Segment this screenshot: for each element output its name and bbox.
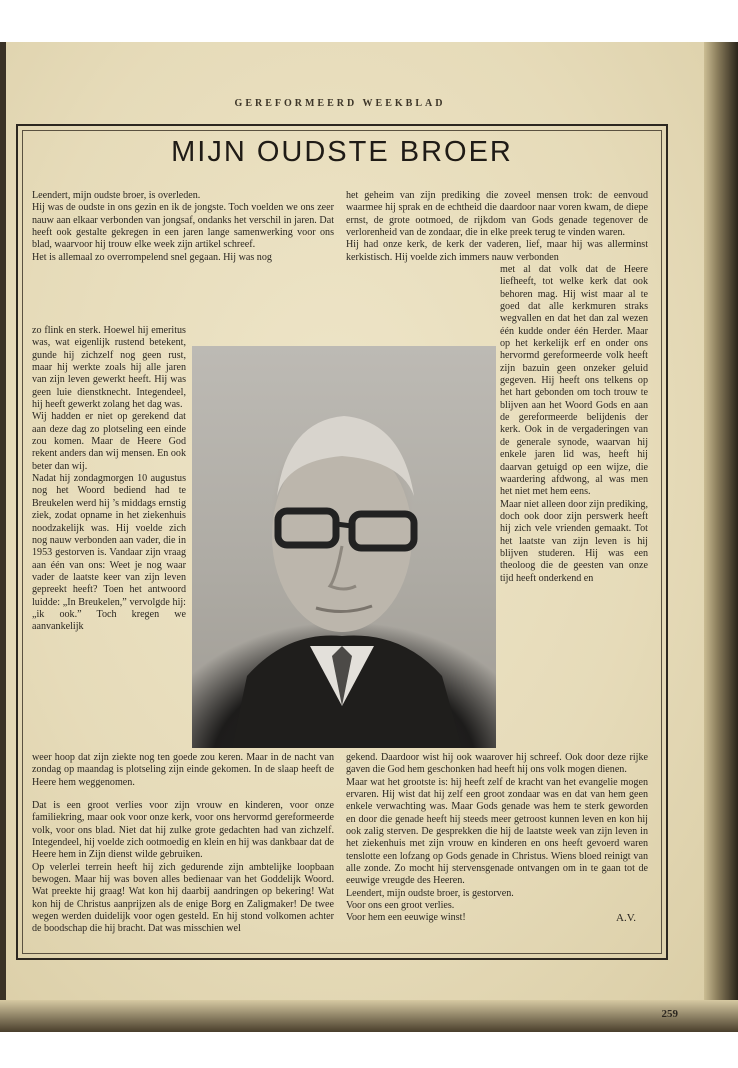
closing-row xyxy=(346,912,648,924)
paragraph: Maar wat het grootste is: hij heeft zelf de kracht van het evangelie mogen ervaren. Hij wist dat hij zelf een groot zondaar was en dat van hem geen enkele verwachting was. Maar Gods genade was hem te sterk geworden en door die genade heeft hij steeds meer getroost kunnen leven en kon hij ook zalig sterven. De gesprekken die hij de laatste week van zijn leven in het ziekenhuis met zijn vrouw en kinderen en ons heeft gevoerd waren tenslotte een lofzang op Gods genade in Christus. Wiens bloed reinigt van alle zonde. Zo mocht hij stervensgenade ontvangen om in te gaan tot de eeuwige vreugde des Heeren. xyxy=(346,776,648,887)
page-edge-shadow xyxy=(0,42,6,1032)
magazine-page xyxy=(0,42,738,1032)
paragraph: Hij was de oudste in ons gezin en ik de jongste. Toch voelden we ons zeer nauw aan elkaar verbonden van jongsaf, ondanks het verschil in jaren. Dat heeft ook gestalte gekregen in een jaren lange samenwerking voor ons blad, waarvoor hij trouw elke week zijn artikel schreef. xyxy=(32,202,334,251)
paragraph: Nadat hij zondagmorgen 10 augustus nog het Woord bediend had te Breukelen werd hij ’s middags ernstig ziek, zodat opname in het ziekenhuis noodzakelijk was. Hij voelde zich nog nauw verbonden aan vader, die in 1953 gestorven is. Vandaar zijn vraag aan één van ons: Weet je nog waar vader de laatste keer van zijn leven gepreekt heeft? Toen het antwoord luidde: „In Breukelen,” vervolgde hij: „ik ook.” Toch kregen we aanvankelijk xyxy=(32,473,186,633)
left-column-top xyxy=(32,190,334,264)
author-signature: A.V. xyxy=(616,912,636,925)
paragraph: Maar niet alleen door zijn prediking, doch ook door zijn perswerk heeft hij zich vele vrienden gemaakt. Tot het laatste van zijn leven is hij blijven studeren. Hij was een theoloog die de geesten van onze tijd heeft onderkend en xyxy=(500,498,648,584)
paragraph: Op velerlei terrein heeft hij zich gedurende zijn ambtelijke loopbaan bewogen. Maar hij was boven alles bedienaar van het Goddelijk Woord. Wat preekte hij graag! Wat kon hij daarbij aandringen op bekering! Wat kon hij de Christus aanprijzen als de enige Borg en Zaligmaker! De twee wegen werden duidelijk voor ogen gesteld. En hij stond volkomen achter de boodschap die hij bracht. Dat was misschien wel xyxy=(32,861,334,935)
running-head: GEREFORMEERD WEEKBLAD xyxy=(234,98,446,109)
paragraph: Wij hadden er niet op gerekend dat aan deze dag zo plotseling een einde zou komen. Maar de Heere God rekent anders dan wij mensen. En ook beter dan wij. xyxy=(32,411,186,472)
portrait-illustration xyxy=(192,346,496,748)
paragraph: weer hoop dat zijn ziekte nog ten goede zou keren. Maar in de nacht van zondag op maandag is plotseling zijn einde gekomen. In de slaap heeft de Heere hem weggenomen. xyxy=(32,752,334,788)
page-number: 259 xyxy=(661,1008,678,1020)
paragraph: het geheim van zijn prediking die zoveel mensen trok: de eenvoud waarmee hij sprak en de echtheid die daardoor naar voren kwam, de diepe ernst, de grote ootmoed, de rijkdom van Gods genade tegenover de verlorenheid van de zondaar, die in elke preek terug te vinden waren. xyxy=(346,190,648,239)
portrait-photo xyxy=(192,346,496,748)
right-column-bottom xyxy=(346,752,648,925)
article-title: MIJN OUDSTE BROER xyxy=(171,136,513,168)
right-column-narrow xyxy=(500,264,648,585)
paragraph: zo flink en sterk. Hoewel hij emeritus was, wat eigenlijk rustend betekent, gunde hij zichzelf nog geen rust, maar hij werkte zoals hij alle jaren van zijn leven gewerkt heeft. Hij was geen luie dienstknecht. Integendeel, hij heeft gewerkt zolang het dag was. xyxy=(32,325,186,411)
paragraph: Leendert, mijn oudste broer, is overleden. xyxy=(32,190,201,201)
page-bottom-edge xyxy=(0,1000,738,1032)
left-column-bottom xyxy=(32,752,334,936)
paragraph: met al dat volk dat de Heere liefheeft, tot welke kerk dat ook behoren mag. Hij wist maar al te goed dat alle kerkmuren straks wegvallen en dat het dan zal wezen één kudde onder één Herder. Maar op het kerkelijk erf en onder ons hervormd gereformeerde volk heeft zijn bazuin geen onzeker geluid gegeven. Hij heeft ons telkens op het hart gebonden om toch trouw te blijven aan het Woord Gods en aan de gereformeerde belijdenis der kerk. Ook in de vergaderingen van de generale synode, waarvan hij enkele jaren lid was, heeft hij daarvan getuigd op een wijze, die waardering afdwong, al was men het niet met hem eens. xyxy=(500,264,648,498)
binding-shadow xyxy=(704,42,738,1032)
closing-line: Voor hem een eeuwige winst! xyxy=(346,912,466,924)
paragraph: gekend. Daardoor wist hij ook waarover hij schreef. Ook door deze rijke gaven die God hem geschonken had heeft hij ons volk mogen dienen. xyxy=(346,752,648,776)
paragraph: Het is allemaal zo overrompelend snel gegaan. Hij was nog xyxy=(32,251,272,263)
paragraph: Dat is een groot verlies voor zijn vrouw en kinderen, voor onze familiekring, maar ook voor onze kerk, voor ons hervormd gereformeerde volk, voor ons blad. Niet dat hij zulke grote gedachten had van zichzelf. Integendeel, hij voelde zich ootmoedig en klein en hij was dankbaar dat de Heere hem in Zijn dienst wilde gebruiken. xyxy=(32,800,334,861)
right-column-top xyxy=(346,190,648,264)
scan-margin xyxy=(0,0,738,42)
paragraph: Hij had onze kerk, de kerk der vaderen, lief, maar hij was allerminst kerkistisch. Hij voelde zich immers nauw verbonden xyxy=(346,239,648,263)
article-frame xyxy=(16,124,668,960)
paragraph: Voor ons een groot verlies. xyxy=(346,900,455,912)
paragraph: Leendert, mijn oudste broer, is gestorven. xyxy=(346,887,514,899)
left-column-narrow xyxy=(32,325,186,634)
